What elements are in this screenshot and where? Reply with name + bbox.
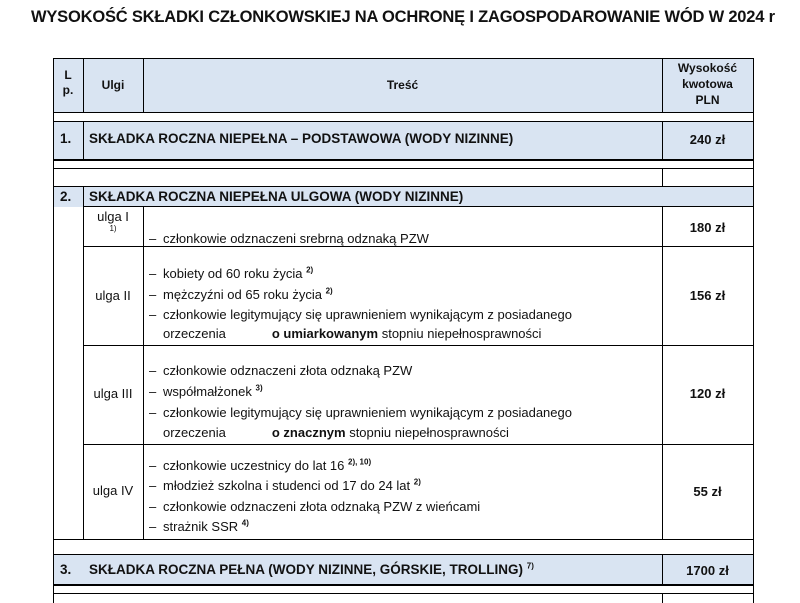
header-tresc: Treść <box>386 78 419 92</box>
ulga1-label-note: 1) <box>109 224 117 233</box>
ulga4-item-3 <box>149 498 480 515</box>
page-title: WYSOKOŚĆ SKŁADKI CZŁONKOWSKIEJ NA OCHRONĘ I ZAGOSPODAROWANIE WÓD W 2024 r <box>31 8 775 26</box>
ulga2-item-3 <box>149 306 572 323</box>
section2-label: SKŁADKA ROCZNA NIEPEŁNA ULGOWA (WODY NIZINNE) <box>89 189 464 204</box>
item-dash: – <box>149 519 157 534</box>
item-footnote: 2) <box>413 477 421 487</box>
item-dash: – <box>149 287 157 302</box>
section1-amount: 240 zł <box>689 132 726 147</box>
item-text: członkowie odznaczeni złota odznaką PZW z wieńcami <box>163 499 481 514</box>
fee-table <box>53 58 754 603</box>
ulga3-amount: 120 zł <box>689 386 726 401</box>
item-footnote: 2) <box>306 265 314 275</box>
ulga1-label-text: ulga I <box>97 209 129 224</box>
ulga3-item-1 <box>149 362 412 379</box>
item-footnote: 3) <box>255 383 263 393</box>
item-text: strażnik SSR <box>163 519 239 534</box>
item-dash: – <box>149 458 157 473</box>
item-text: kobiety od 60 roku życia <box>163 266 303 281</box>
ulga1-label <box>83 209 143 233</box>
item-dash: – <box>149 307 157 322</box>
section2-number: 2. <box>60 189 72 204</box>
header-lp <box>53 68 83 98</box>
section3-label <box>89 562 534 577</box>
continuation-text-end: stopniu niepełnosprawności <box>381 326 542 341</box>
item-text: członkowie legitymujący się uprawnieniem wynikającym z posiadanego <box>163 405 572 420</box>
ulga3-label: ulga III <box>93 386 133 401</box>
ulga3-item-2 <box>149 383 263 400</box>
item-text: współmałżonek <box>163 384 252 399</box>
continuation-bold: o umiarkowanym <box>271 326 379 341</box>
item-text: członkowie uczestnicy do lat 16 <box>163 458 345 473</box>
section1-number: 1. <box>60 131 72 146</box>
item-dash: – <box>149 499 157 514</box>
header-amount-line2: kwotowa <box>682 77 733 91</box>
section3-label-text: SKŁADKA ROCZNA PEŁNA (WODY NIZINNE, GÓRSKIE, TROLLING) <box>89 562 523 577</box>
item-dash: – <box>149 231 157 246</box>
continuation-text: orzeczenia <box>163 326 226 341</box>
item-text: młodzież szkolna i studenci od 17 do 24 lat <box>163 478 411 493</box>
header-amount-line1: Wysokość <box>677 61 738 75</box>
item-dash: – <box>149 478 157 493</box>
ulga4-item-1 <box>149 457 371 474</box>
section3-amount: 1700 zł <box>686 563 729 578</box>
ulga3-item-3 <box>149 404 572 421</box>
section3-number: 3. <box>60 562 72 577</box>
item-footnote: 4) <box>241 518 249 528</box>
ulga4-label: ulga IV <box>92 483 134 498</box>
continuation-text-end: stopniu niepełnosprawności <box>349 425 509 440</box>
header-lp-line1: L <box>64 68 72 82</box>
item-text: członkowie legitymujący się uprawnieniem wynikającym z posiadanego <box>163 307 572 322</box>
ulga4-item-4 <box>149 518 249 535</box>
ulga2-item-2 <box>149 286 333 303</box>
continuation-bold: o znacznym <box>271 425 346 440</box>
item-text: członkowie odznaczeni złota odznaką PZW <box>163 363 413 378</box>
item-dash: – <box>149 266 157 281</box>
item-dash: – <box>149 363 157 378</box>
header-ulgi: Ulgi <box>101 78 125 92</box>
ulga4-item-2 <box>149 477 421 494</box>
header-lp-line2: p. <box>62 83 74 97</box>
header-amount-line3: PLN <box>695 93 720 107</box>
item-dash: – <box>149 405 157 420</box>
ulga2-label: ulga II <box>95 288 131 303</box>
item-text: członkowie odznaczeni srebrną odznaką PZW <box>163 231 429 246</box>
item-text: mężczyźni od 65 roku życia <box>163 287 322 302</box>
ulga3-item-3-continuation <box>163 424 509 441</box>
item-dash: – <box>149 384 157 399</box>
section1-label: SKŁADKA ROCZNA NIEPEŁNA – PODSTAWOWA (WODY NIZINNE) <box>89 131 514 146</box>
ulga2-amount: 156 zł <box>689 288 726 303</box>
ulga2-item-1 <box>149 265 313 282</box>
ulga4-amount: 55 zł <box>693 484 722 499</box>
header-amount <box>662 60 753 108</box>
item-footnote: 2), 10) <box>348 457 372 467</box>
section3-footnote: 7) <box>526 561 534 571</box>
ulga1-amount: 180 zł <box>689 220 726 235</box>
continuation-text: orzeczenia <box>163 425 226 440</box>
ulga1-item-1 <box>149 230 429 247</box>
item-footnote: 2) <box>325 286 333 296</box>
ulga2-item-3-continuation <box>163 325 541 342</box>
